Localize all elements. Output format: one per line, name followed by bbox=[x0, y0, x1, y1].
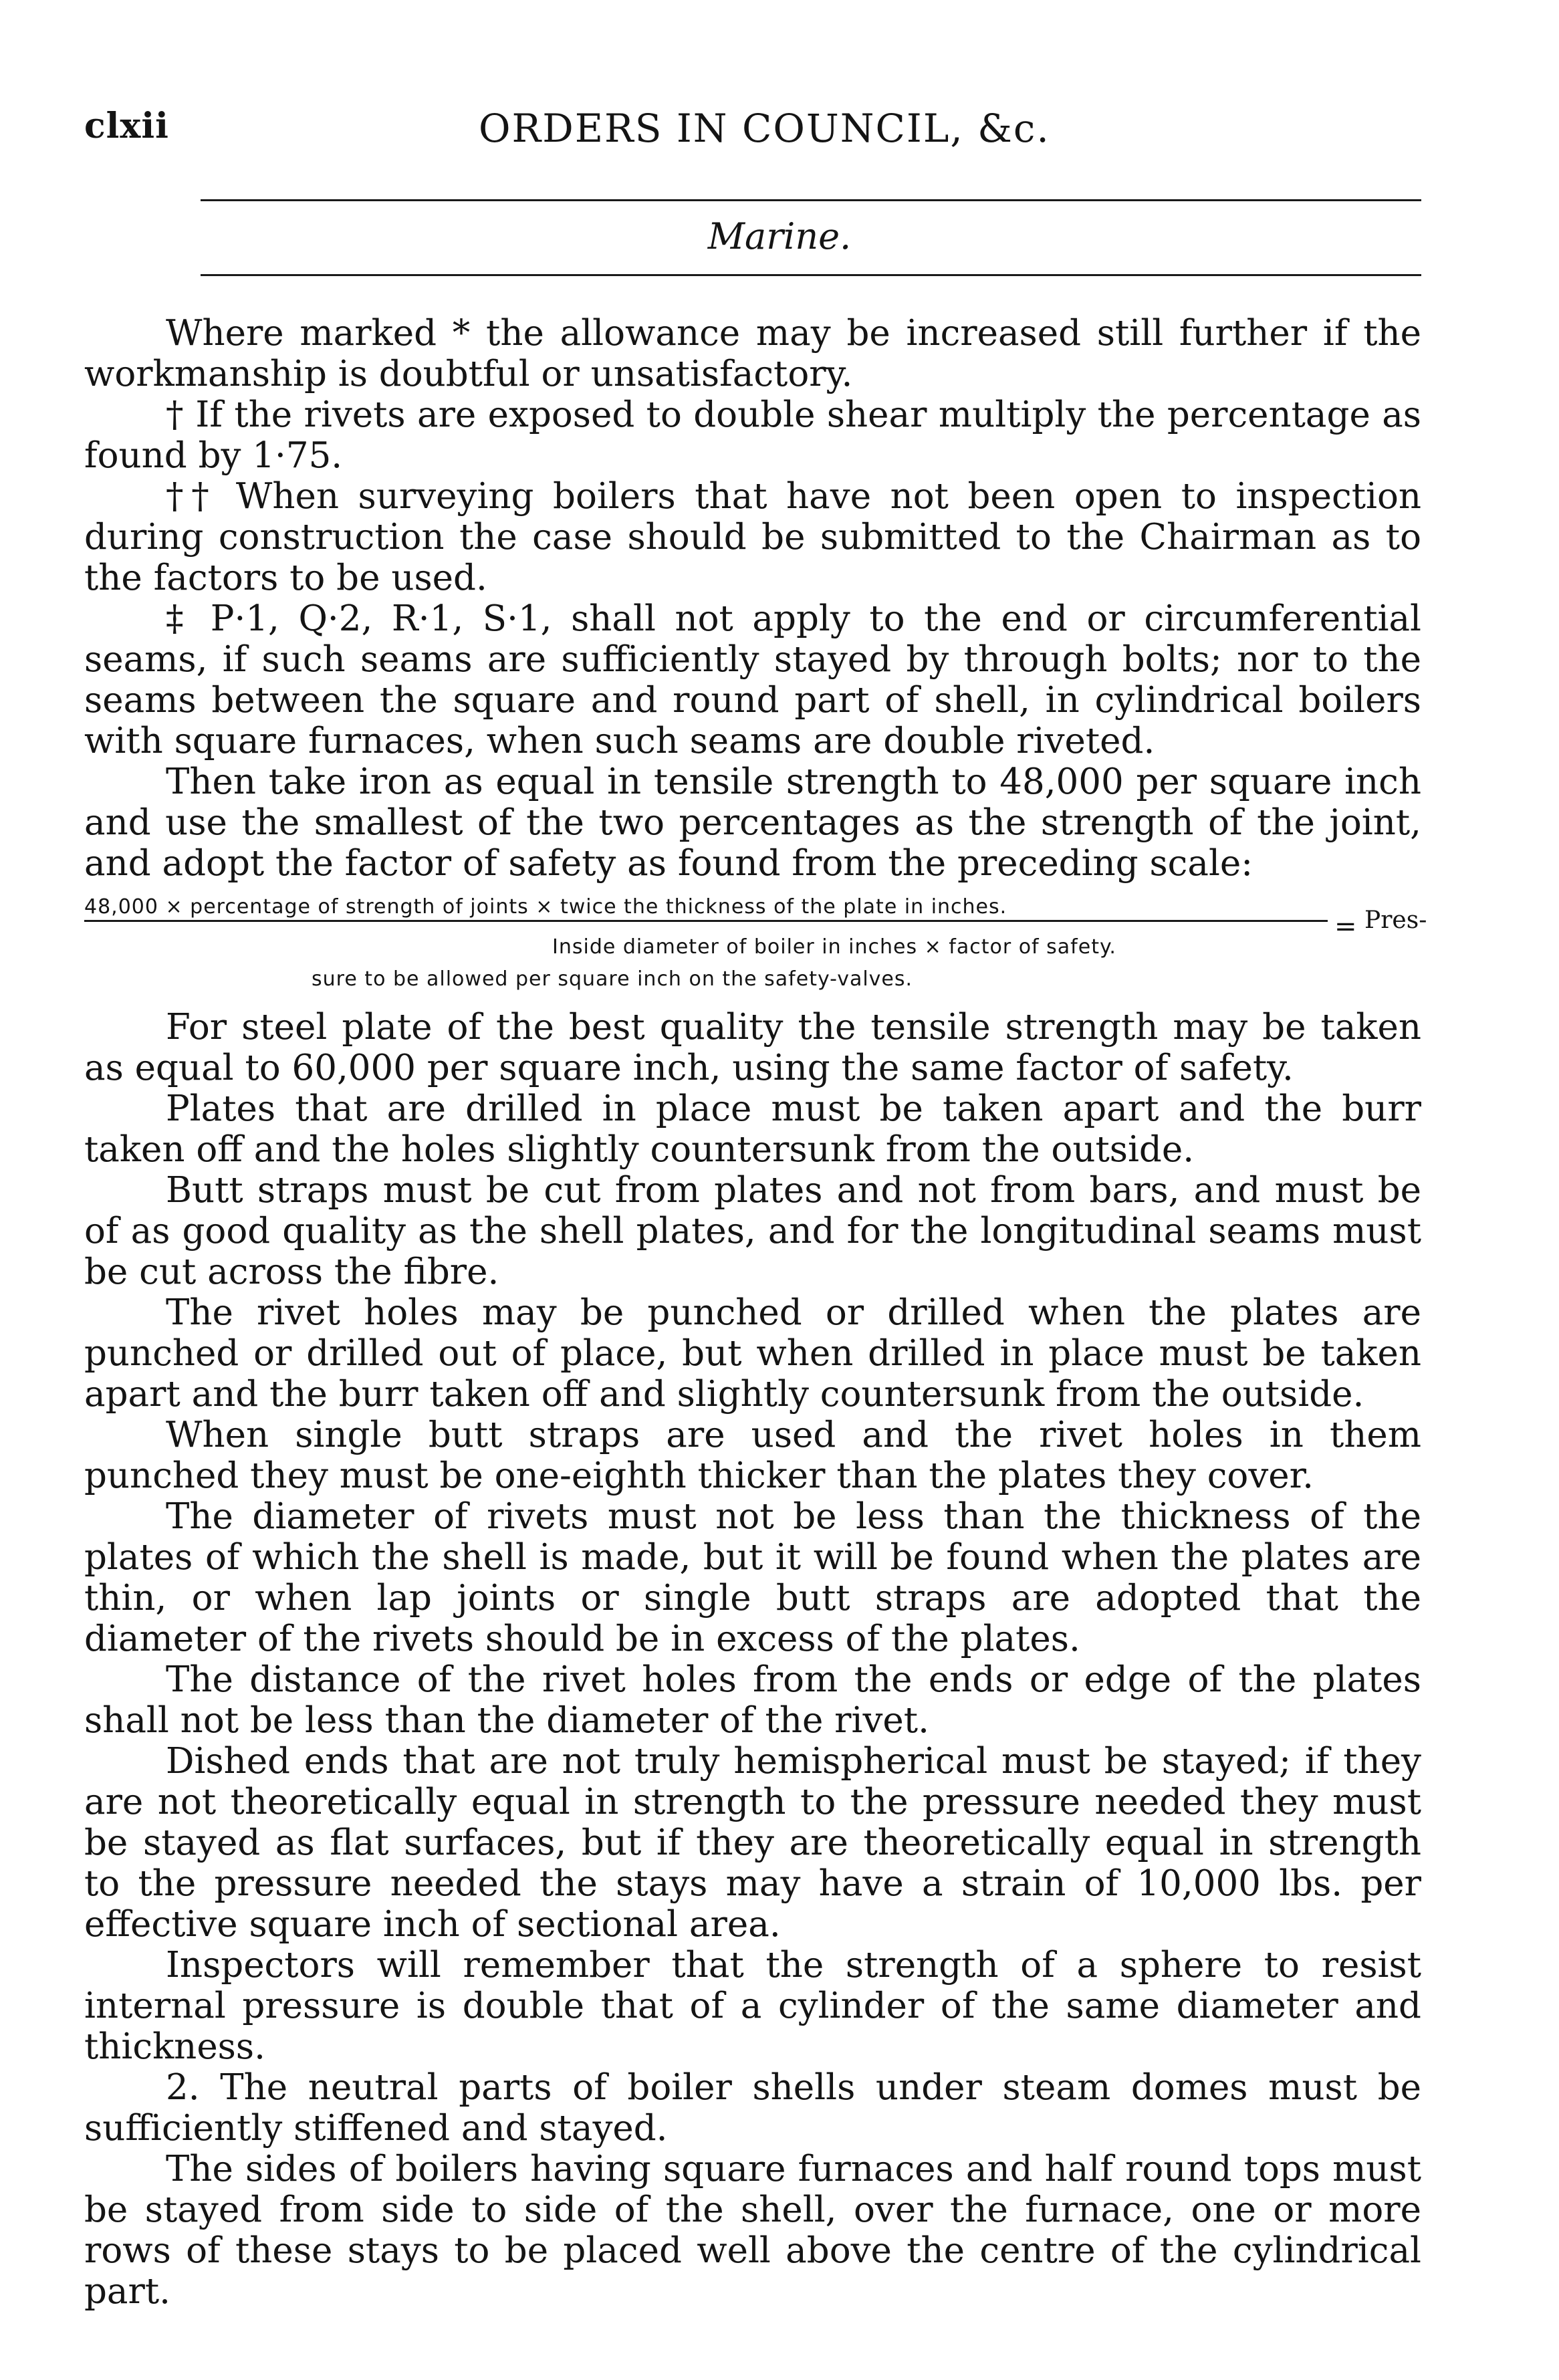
running-title: ORDERS IN COUNCIL, &c. bbox=[479, 106, 1050, 151]
section-title: Marine. bbox=[707, 215, 852, 257]
formula-denominator: Inside diameter of boiler in inches × factor of safety. bbox=[552, 935, 1116, 959]
paragraph: Where marked * the allowance may be increased still further if the workmanship is doubtful or unsatisfactory. bbox=[84, 313, 1421, 394]
paragraph: When single butt straps are used and the rivet holes in them punched they must be one-eighth thicker than the plates they cover. bbox=[84, 1415, 1421, 1496]
paragraph: For steel plate of the best quality the tensile strength may be taken as equal to 60,000 per square inch, using the same factor of safety. bbox=[84, 1007, 1421, 1088]
page-number: clxii bbox=[84, 106, 169, 146]
paragraph: The distance of the rivet holes from the ends or edge of the plates shall not be less than the diameter of the rivet. bbox=[84, 1659, 1421, 1741]
paragraph: Dished ends that are not truly hemispherical must be stayed; if they are not theoretically equal in strength to the pressure needed they must be stayed as flat surfaces, but if they are theoretically equal in strength to the pressure needed the stays may have a strain of 10,000 lbs. per effective square inch of sectional area. bbox=[84, 1741, 1421, 1945]
paragraph: †† When surveying boilers that have not been open to inspection during construction the case should be submitted to the Chairman as to the factors to be used. bbox=[84, 476, 1421, 598]
formula-result-continued: sure to be allowed per square inch on the safety-valves. bbox=[312, 967, 913, 991]
paragraph: The diameter of rivets must not be less than the thickness of the plates of which the shell is made, but it will be found when the plates are thin, or when lap joints or single butt straps are adopted that the diameter of the rivets should be in excess of the plates. bbox=[84, 1496, 1421, 1659]
paragraph: ‡ P·1, Q·2, R·1, S·1, shall not apply to the end or circumferential seams, if such seams are sufficiently stayed by through bolts; nor to the seams between the square and round part of shell, in cylindrical boilers with square furnaces, when such seams are double riveted. bbox=[84, 598, 1421, 761]
paragraph: Inspectors will remember that the strength of a sphere to resist internal pressure is double that of a cylinder of the same diameter and thickness. bbox=[84, 1945, 1421, 2067]
equals-sign: = bbox=[1334, 911, 1357, 942]
header-rule-top bbox=[201, 199, 1421, 201]
paragraph: The rivet holes may be punched or drilled when the plates are punched or drilled out of place, but when drilled in place must be taken apart and the burr taken off and slightly countersunk from the outside. bbox=[84, 1292, 1421, 1415]
paragraph: 2. The neutral parts of boiler shells under steam domes must be sufficiently stiffened and stayed. bbox=[84, 2067, 1421, 2149]
formula-result: Pres- bbox=[1364, 907, 1427, 934]
paragraph: Then take iron as equal in tensile strength to 48,000 per square inch and use the smallest of the two percentages as the strength of the joint, and adopt the factor of safety as found from the preceding scale: bbox=[84, 761, 1421, 884]
formula-numerator: 48,000 × percentage of strength of joints × twice the thickness of the plate in inches. bbox=[84, 895, 1007, 919]
paragraph: The sides of boilers having square furnaces and half round tops must be stayed from side to side of the shell, over the furnace, one or more rows of these stays to be placed well above the centre of the cylindrical part. bbox=[84, 2149, 1421, 2312]
paragraph: Plates that are drilled in place must be taken apart and the burr taken off and the holes slightly countersunk from the outside. bbox=[84, 1088, 1421, 1170]
body-text bbox=[84, 313, 1427, 2312]
pressure-formula bbox=[84, 886, 1427, 1000]
header-rule-bottom bbox=[201, 274, 1421, 276]
page-header bbox=[84, 106, 1421, 159]
paragraph: † If the rivets are exposed to double shear multiply the percentage as found by 1·75. bbox=[84, 394, 1421, 476]
fraction-line bbox=[84, 920, 1328, 922]
paragraph: Butt straps must be cut from plates and not from bars, and must be of as good quality as the shell plates, and for the longitudinal seams must be cut across the fibre. bbox=[84, 1170, 1421, 1292]
